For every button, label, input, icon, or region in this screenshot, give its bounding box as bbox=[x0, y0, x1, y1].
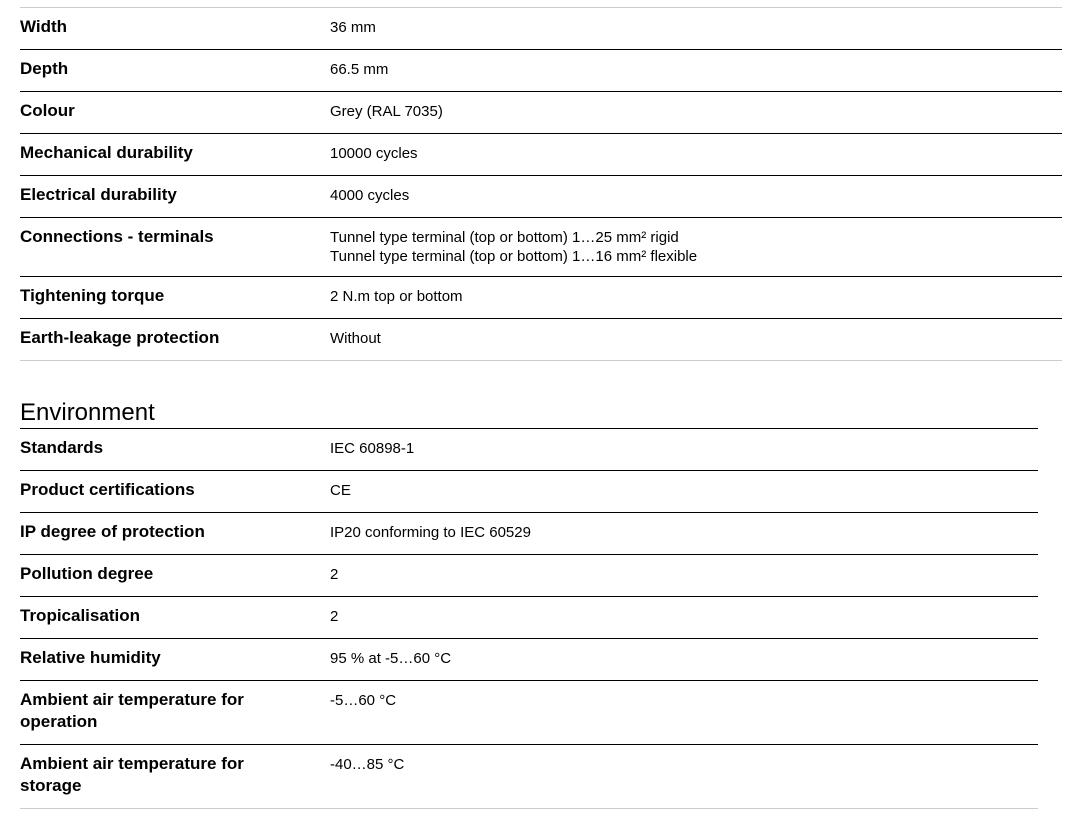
spec-value: Grey (RAL 7035) bbox=[330, 103, 443, 120]
spec-value: Without bbox=[330, 330, 381, 347]
spec-value: 2 bbox=[330, 566, 339, 583]
spec-value: Tunnel type terminal (top or bottom) 1…25 mm² rigid Tunnel type terminal (top or bottom) 1…16 mm² flexible bbox=[330, 229, 698, 265]
spec-label: Connections - terminals bbox=[20, 227, 214, 246]
spec-label: Standards bbox=[20, 438, 104, 457]
env-row-ambient-temperature-operation bbox=[20, 681, 1038, 745]
spec-row-tightening-torque bbox=[20, 277, 1062, 319]
spec-label: Relative humidity bbox=[20, 648, 161, 667]
spec-value: 36 mm bbox=[330, 19, 376, 36]
env-row-tropicalisation bbox=[20, 597, 1038, 639]
spec-value: CE bbox=[330, 482, 351, 499]
spec-row-mechanical-durability bbox=[20, 134, 1062, 176]
spec-row-width bbox=[20, 8, 1062, 50]
spec-row-colour bbox=[20, 92, 1062, 134]
spec-label: Width bbox=[20, 17, 68, 36]
spec-label: Colour bbox=[20, 101, 75, 120]
spec-label: Pollution degree bbox=[20, 564, 154, 583]
spec-value: IEC 60898-1 bbox=[330, 440, 415, 457]
spec-value: 66.5 mm bbox=[330, 61, 389, 78]
spec-value: 95 % at -5…60 °C bbox=[330, 650, 452, 667]
env-row-relative-humidity bbox=[20, 639, 1038, 681]
spec-label: Depth bbox=[20, 59, 69, 78]
spec-label: Ambient air temperature for operation bbox=[20, 690, 244, 731]
spec-label: Tightening torque bbox=[20, 286, 165, 305]
spec-value: 4000 cycles bbox=[330, 187, 410, 204]
env-row-standards bbox=[20, 429, 1038, 471]
env-row-ambient-temperature-storage bbox=[20, 745, 1038, 809]
spec-value: 10000 cycles bbox=[330, 145, 418, 162]
spec-label: Electrical durability bbox=[20, 185, 177, 204]
spec-label: Product certifications bbox=[20, 480, 195, 499]
spec-label: Tropicalisation bbox=[20, 606, 140, 625]
spec-value: -40…85 °C bbox=[330, 756, 405, 773]
environment-table bbox=[20, 428, 1038, 809]
spec-value: 2 bbox=[330, 608, 339, 625]
env-row-pollution-degree bbox=[20, 555, 1038, 597]
env-row-product-certifications bbox=[20, 471, 1038, 513]
spec-value: IP20 conforming to IEC 60529 bbox=[330, 524, 531, 541]
spec-label: Ambient air temperature for storage bbox=[20, 754, 244, 795]
spec-row-earth-leakage-protection bbox=[20, 319, 1062, 361]
spec-label: IP degree of protection bbox=[20, 522, 205, 541]
spec-label: Earth-leakage protection bbox=[20, 328, 220, 347]
spec-row-depth bbox=[20, 50, 1062, 92]
spec-value: -5…60 °C bbox=[330, 692, 397, 709]
spec-value: 2 N.m top or bottom bbox=[330, 288, 463, 305]
spec-label: Mechanical durability bbox=[20, 143, 193, 162]
specifications-table bbox=[20, 0, 1062, 361]
spec-row-electrical-durability bbox=[20, 176, 1062, 218]
spec-row-connections-terminals bbox=[20, 218, 1062, 277]
section-title-environment: Environment bbox=[20, 399, 155, 426]
env-row-ip-degree-of-protection bbox=[20, 513, 1038, 555]
